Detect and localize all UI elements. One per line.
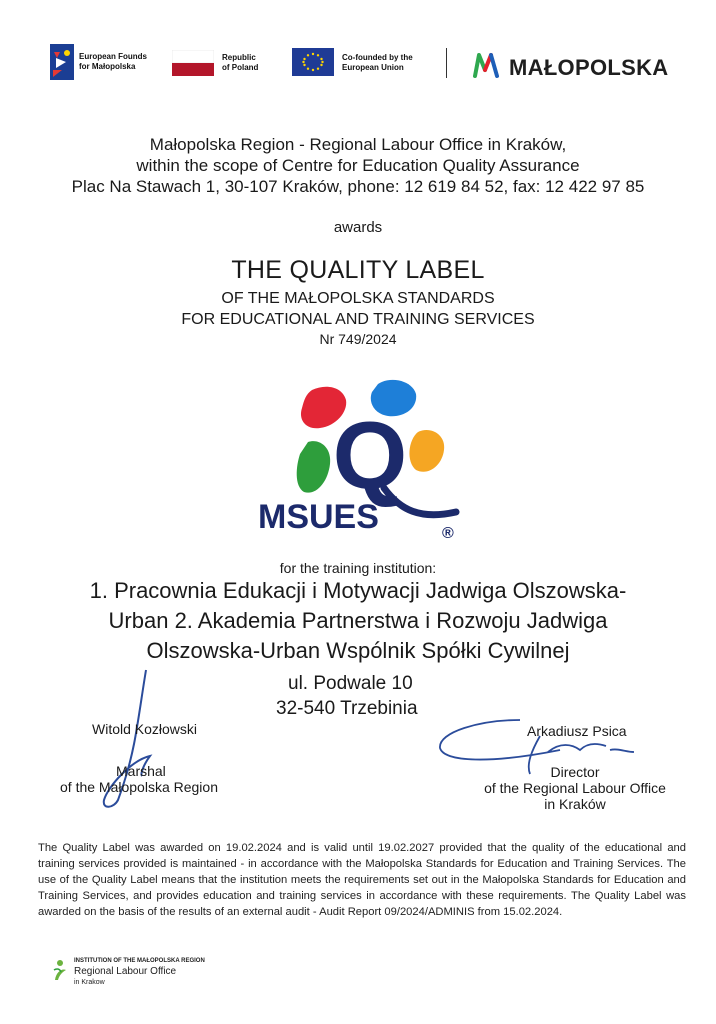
certificate-subtitle-1: OF THE MAŁOPOLSKA STANDARDS [221, 290, 495, 307]
poland-flag [172, 50, 214, 76]
eu-flag [292, 48, 334, 76]
orange-petal [409, 430, 444, 472]
rlo-institution-line: INSTITUTION OF THE MAŁOPOLSKA REGION [74, 958, 205, 964]
certificate-subtitle-2: FOR EDUCATIONAL AND TRAINING SERVICES [181, 311, 535, 328]
director-office: of the Regional Labour Office [484, 780, 666, 796]
logo-divider [446, 48, 447, 78]
rlo-city: in Krakow [74, 979, 105, 986]
msues-logo [250, 370, 466, 550]
q-letter: Q [332, 402, 408, 509]
institution-intro: for the training institution: [279, 560, 437, 576]
rlo-logo [52, 958, 68, 982]
director-name: Arkadiusz Psica [527, 723, 627, 739]
validity-statement: The Quality Label was awarded on 19.02.2024 and is valid until 19.02.2027 provided that the quality of the educational and training services provided is maintained - in accordance with the Małopolska Standards for Education and Training Services. The use of the Quality Label means that the institution meets the requirements set out in the Małopolska Standards for Education and Training Services, and provides education and training services in accordance with these requirements. The Quality Label was awarded on the basis of the results of an external audit - Audit Report 09/2024/ADMINIS from 15.02.2024. [38, 842, 686, 918]
marshal-signature [80, 664, 180, 824]
malopolska-mark [472, 52, 502, 78]
republic-of-poland-label: Republic of Poland [222, 53, 259, 72]
msues-wordmark: MSUES [258, 498, 379, 536]
european-funds-logo [50, 44, 74, 80]
issuer-line-2: within the scope of Centre for Education Quality Assurance [136, 156, 580, 175]
marshal-region: of the Małopolska Region [60, 779, 218, 795]
institution-name-line-3: Olszowska-Urban Wspólnik Spółki Cywilnej [146, 638, 570, 663]
marshal-name: Witold Kozłowski [92, 721, 198, 737]
marshal-title: Marshal [116, 763, 166, 779]
green-petal [297, 441, 330, 493]
institution-street: ul. Podwale 10 [288, 673, 413, 694]
awards-text: awards [333, 219, 383, 236]
eu-cofunded-label: Co-founded by the European Union [342, 53, 413, 72]
european-funds-label: European Founds for Małopolska [79, 52, 147, 71]
malopolska-wordmark: MAŁOPOLSKA [509, 55, 669, 80]
certificate-number: Nr 749/2024 [319, 331, 397, 347]
certificate-title: THE QUALITY LABEL [231, 256, 485, 284]
issuer-line-1: Małopolska Region - Regional Labour Office in Kraków, [149, 135, 567, 154]
registered-mark: ® [442, 525, 454, 542]
institution-name-line-2: Urban 2. Akademia Partnerstwa i Rozwoju Jadwiga [108, 608, 608, 633]
rlo-name: Regional Labour Office [74, 966, 177, 977]
director-title: Director [550, 764, 600, 780]
eu-flag-icon [292, 48, 334, 76]
poland-flag-icon [172, 50, 214, 76]
institution-city: 32-540 Trzebinia [276, 698, 418, 719]
rlo-leaf-icon [52, 958, 68, 982]
director-city: in Kraków [544, 796, 606, 812]
malopolska-m-icon [472, 52, 502, 78]
msues-logo-graphic [250, 370, 466, 550]
issuer-address: Plac Na Stawach 1, 30-107 Kraków, phone: 12 619 84 52, fax: 12 422 97 85 [71, 177, 645, 196]
institution-name-line-1: 1. Pracownia Edukacji i Motywacji Jadwiga Olszowska- [89, 578, 627, 603]
european-funds-icon [50, 44, 74, 80]
